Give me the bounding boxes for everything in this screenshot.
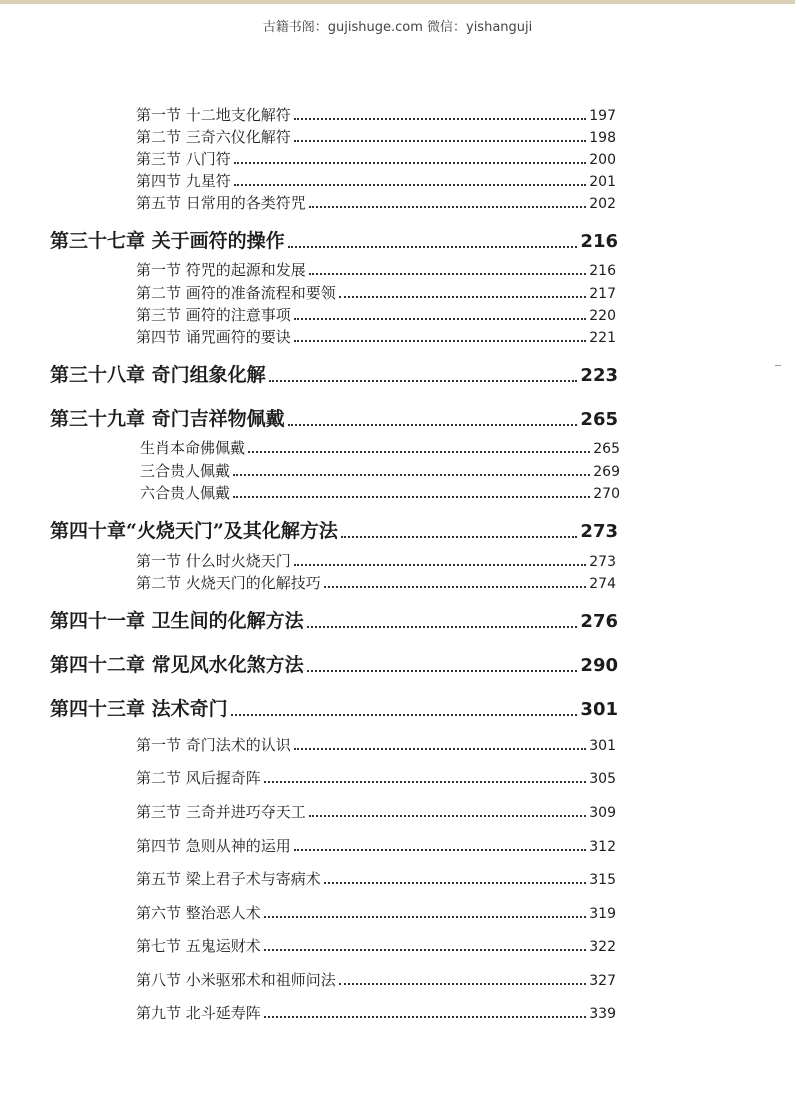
toc-section-entry[interactable]: 第一节 符咒的起源和发展 216 — [136, 261, 616, 279]
toc-section-entry[interactable]: 第一节 奇门法术的认识 301 — [136, 736, 616, 754]
toc-section-entry[interactable]: 第一节 什么时火烧天门 273 — [136, 552, 616, 570]
toc-section-entry[interactable]: 生肖本命佛佩戴 265 — [140, 439, 620, 457]
toc-chapter-entry[interactable]: 第四十一章 卫生间的化解方法 276 — [50, 610, 618, 632]
toc-chapter-entry[interactable]: 第三十八章 奇门组象化解 223 — [50, 364, 618, 386]
toc-chapter-entry[interactable]: 第四十三章 法术奇门 301 — [50, 698, 618, 720]
toc-chapter-entry[interactable]: 第三十七章 关于画符的操作 216 — [50, 230, 618, 252]
toc-section-entry[interactable]: 第二节 火烧天门的化解技巧 274 — [136, 574, 616, 592]
toc-section-entry[interactable]: 第五节 日常用的各类符咒 202 — [136, 194, 616, 212]
toc-section-entry[interactable]: 第二节 画符的准备流程和要领 217 — [136, 284, 616, 302]
toc-chapter-entry[interactable]: 第三十九章 奇门吉祥物佩戴 265 — [50, 408, 618, 430]
toc-section-entry[interactable]: 第三节 八门符 200 — [136, 150, 616, 168]
toc-section-entry[interactable]: 第四节 九星符 201 — [136, 172, 616, 190]
toc-chapter-entry[interactable]: 第四十二章 常见风水化煞方法 290 — [50, 654, 618, 676]
toc-section-entry[interactable]: 第四节 急则从神的运用 312 — [136, 837, 616, 855]
toc-section-entry[interactable]: 第一节 十二地支化解符 197 — [136, 106, 616, 124]
toc-section-entry[interactable]: 第七节 五鬼运财术 322 — [136, 937, 616, 955]
toc-section-entry[interactable]: 三合贵人佩戴 269 — [140, 462, 620, 480]
toc-section-entry[interactable]: 第九节 北斗延寿阵 339 — [136, 1004, 616, 1022]
toc-section-entry[interactable]: 第四节 诵咒画符的要诀 221 — [136, 328, 616, 346]
toc-section-entry[interactable]: 第二节 三奇六仪化解符 198 — [136, 128, 616, 146]
toc-section-entry[interactable]: 第五节 梁上君子术与寄病术 315 — [136, 870, 616, 888]
scan-mark — [775, 365, 781, 366]
toc-section-entry[interactable]: 第二节 风后握奇阵 305 — [136, 769, 616, 787]
toc-section-entry[interactable]: 六合贵人佩戴 270 — [140, 484, 620, 502]
toc-section-entry[interactable]: 第八节 小米驱邪术和祖师问法 327 — [136, 971, 616, 989]
toc-section-entry[interactable]: 第三节 画符的注意事项 220 — [136, 306, 616, 324]
page-header: 古籍书阁：gujishuge.com 微信：yishanguji — [262, 20, 533, 35]
toc-section-entry[interactable]: 第三节 三奇并进巧夺天工 309 — [136, 803, 616, 821]
toc-section-entry[interactable]: 第六节 整治恶人术 319 — [136, 904, 616, 922]
toc-chapter-entry[interactable]: 第四十章“火烧天门”及其化解方法 273 — [50, 520, 618, 542]
